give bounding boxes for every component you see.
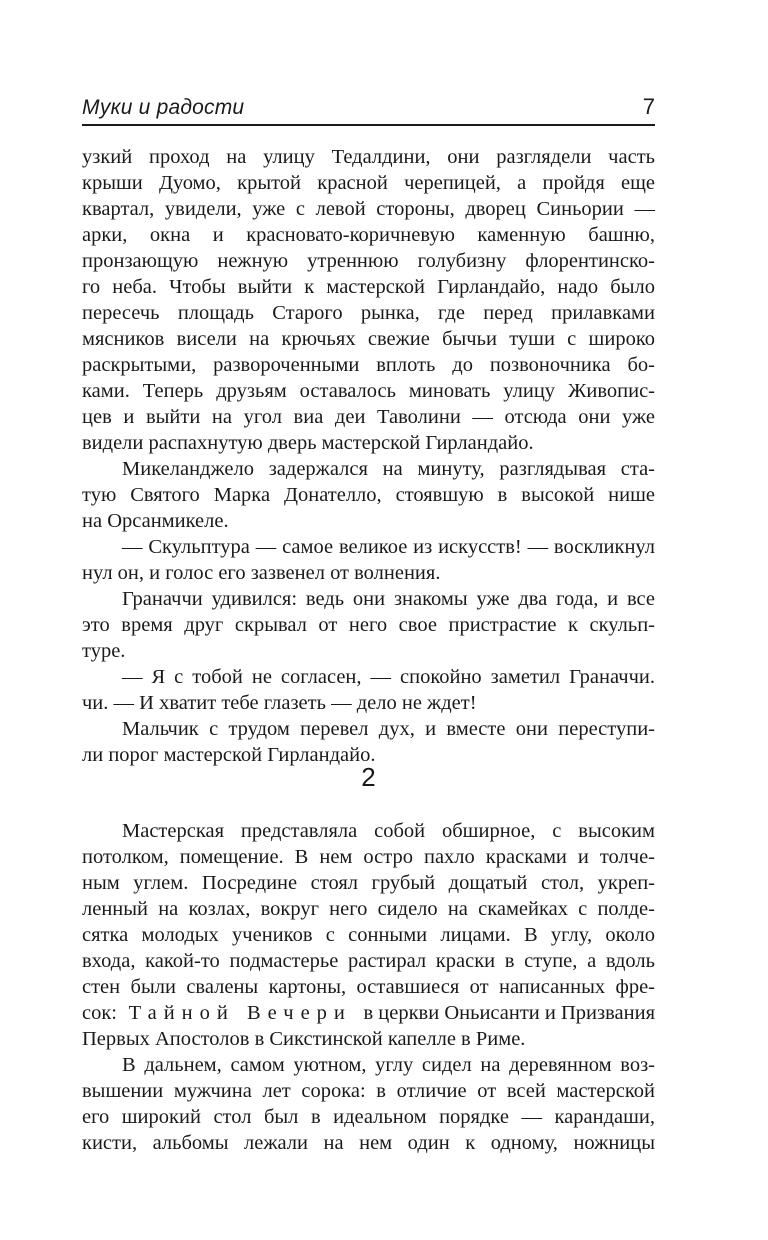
- text-line: арки, окна и красновато-коричневую каменную башню,: [82, 224, 655, 246]
- text-line-with-spaced-title: [82, 1000, 655, 1026]
- dialogue-line: — Я с тобой не согласен, — спокойно заметил Граначчи.: [122, 666, 655, 688]
- text-line: цев и выйти на угол виа деи Таволини — отсюда они уже: [82, 406, 655, 428]
- text-line: крыши Дуомо, крытой красной черепицей, а пройдя еще: [82, 172, 655, 194]
- text-line: его широкий стол был в идеальном порядке — карандаши,: [82, 1106, 655, 1128]
- text-line: кисти, альбомы лежали на нем один к одному, ножницы: [82, 1132, 655, 1154]
- text-line: Мастерская представляла собой обширное, с высоким: [122, 820, 655, 842]
- text-line: вышении мужчина лет сорока: в отличие от всей мастерской: [82, 1080, 655, 1102]
- text-line: на Орсанмикеле.: [82, 510, 229, 532]
- text-line: узкий проход на улицу Тедалдини, они разглядели часть: [82, 146, 655, 168]
- text-line: мясников висели на крючьях свежие бычьи туши с широко: [82, 328, 655, 350]
- text-line: это время друг скрывал от него свое пристрастие к скульп-: [82, 614, 655, 636]
- running-header: [82, 94, 655, 126]
- text-line: го неба. Чтобы выйти к мастерской Гирландайо, надо было: [82, 276, 655, 298]
- text-line: входа, какой-то подмастерье растирал краски в ступе, а вдоль: [82, 950, 655, 972]
- text-line: нул он, и голос его зазвенел от волнения.: [82, 562, 441, 584]
- text-line: Микеланджело задержался на минуту, разглядывая ста-: [122, 458, 655, 480]
- text-line: В дальнем, самом уютном, углу сидел на деревянном воз-: [122, 1054, 655, 1076]
- text-line: квартал, увидели, уже с левой стороны, дворец Синьории —: [82, 198, 655, 220]
- chapter-number: 2: [361, 762, 376, 792]
- page-number: 7: [642, 94, 655, 119]
- text-line: пронзающую нежную утреннюю голубизну флорентинско-: [82, 250, 655, 272]
- text-fragment: в церкви Оньисанти и Призвания: [363, 1002, 655, 1024]
- text-line: стен были свалены картоны, оставшиеся от написанных фре-: [82, 976, 655, 998]
- text-line: видели распахнутую дверь мастерской Гирландайо.: [82, 432, 534, 454]
- text-line: пересечь площадь Старого рынка, где перед прилавками: [82, 302, 655, 324]
- text-line: ками. Теперь друзьям оставалось миновать улицу Живопис-: [82, 380, 655, 402]
- text-line: сятка молодых учеников с сонными лицами. В углу, около: [82, 924, 655, 946]
- text-line: ным углем. Посредине стоял грубый дощатый стол, укреп-: [82, 872, 655, 894]
- text-line: Мальчик с трудом перевел дух, и вместе они переступи-: [122, 718, 655, 740]
- text-line: чи. — И хватит тебе глазеть — дело не ждет!: [82, 692, 477, 714]
- text-line: ленный на козлах, вокруг него сидело на скамейках с полде-: [82, 898, 655, 920]
- text-line: раскрытыми, развороченными вплоть до позвоночника бо-: [82, 354, 655, 376]
- section-2-text: [82, 818, 655, 1156]
- text-line: потолком, помещение. В нем остро пахло красками и толче-: [82, 846, 655, 868]
- text-line: Граначчи удивился: ведь они знакомы уже два года, и все: [122, 588, 655, 610]
- text-line: туре.: [82, 640, 126, 662]
- text-line: ли порог мастерской Гирландайо.: [82, 744, 376, 766]
- text-fragment: сок:: [82, 1002, 118, 1024]
- book-title: Муки и радости: [82, 96, 245, 119]
- section-1-text: [82, 144, 655, 768]
- dialogue-line: — Скульптура — самое великое из искусств! — воскликнул: [122, 536, 655, 558]
- spaced-title: Тайной Вечери: [128, 1002, 352, 1024]
- text-line: Первых Апостолов в Сикстинской капелле в Риме.: [82, 1028, 526, 1050]
- text-line: тую Святого Марка Донателло, стоявшую в высокой нише: [82, 484, 655, 506]
